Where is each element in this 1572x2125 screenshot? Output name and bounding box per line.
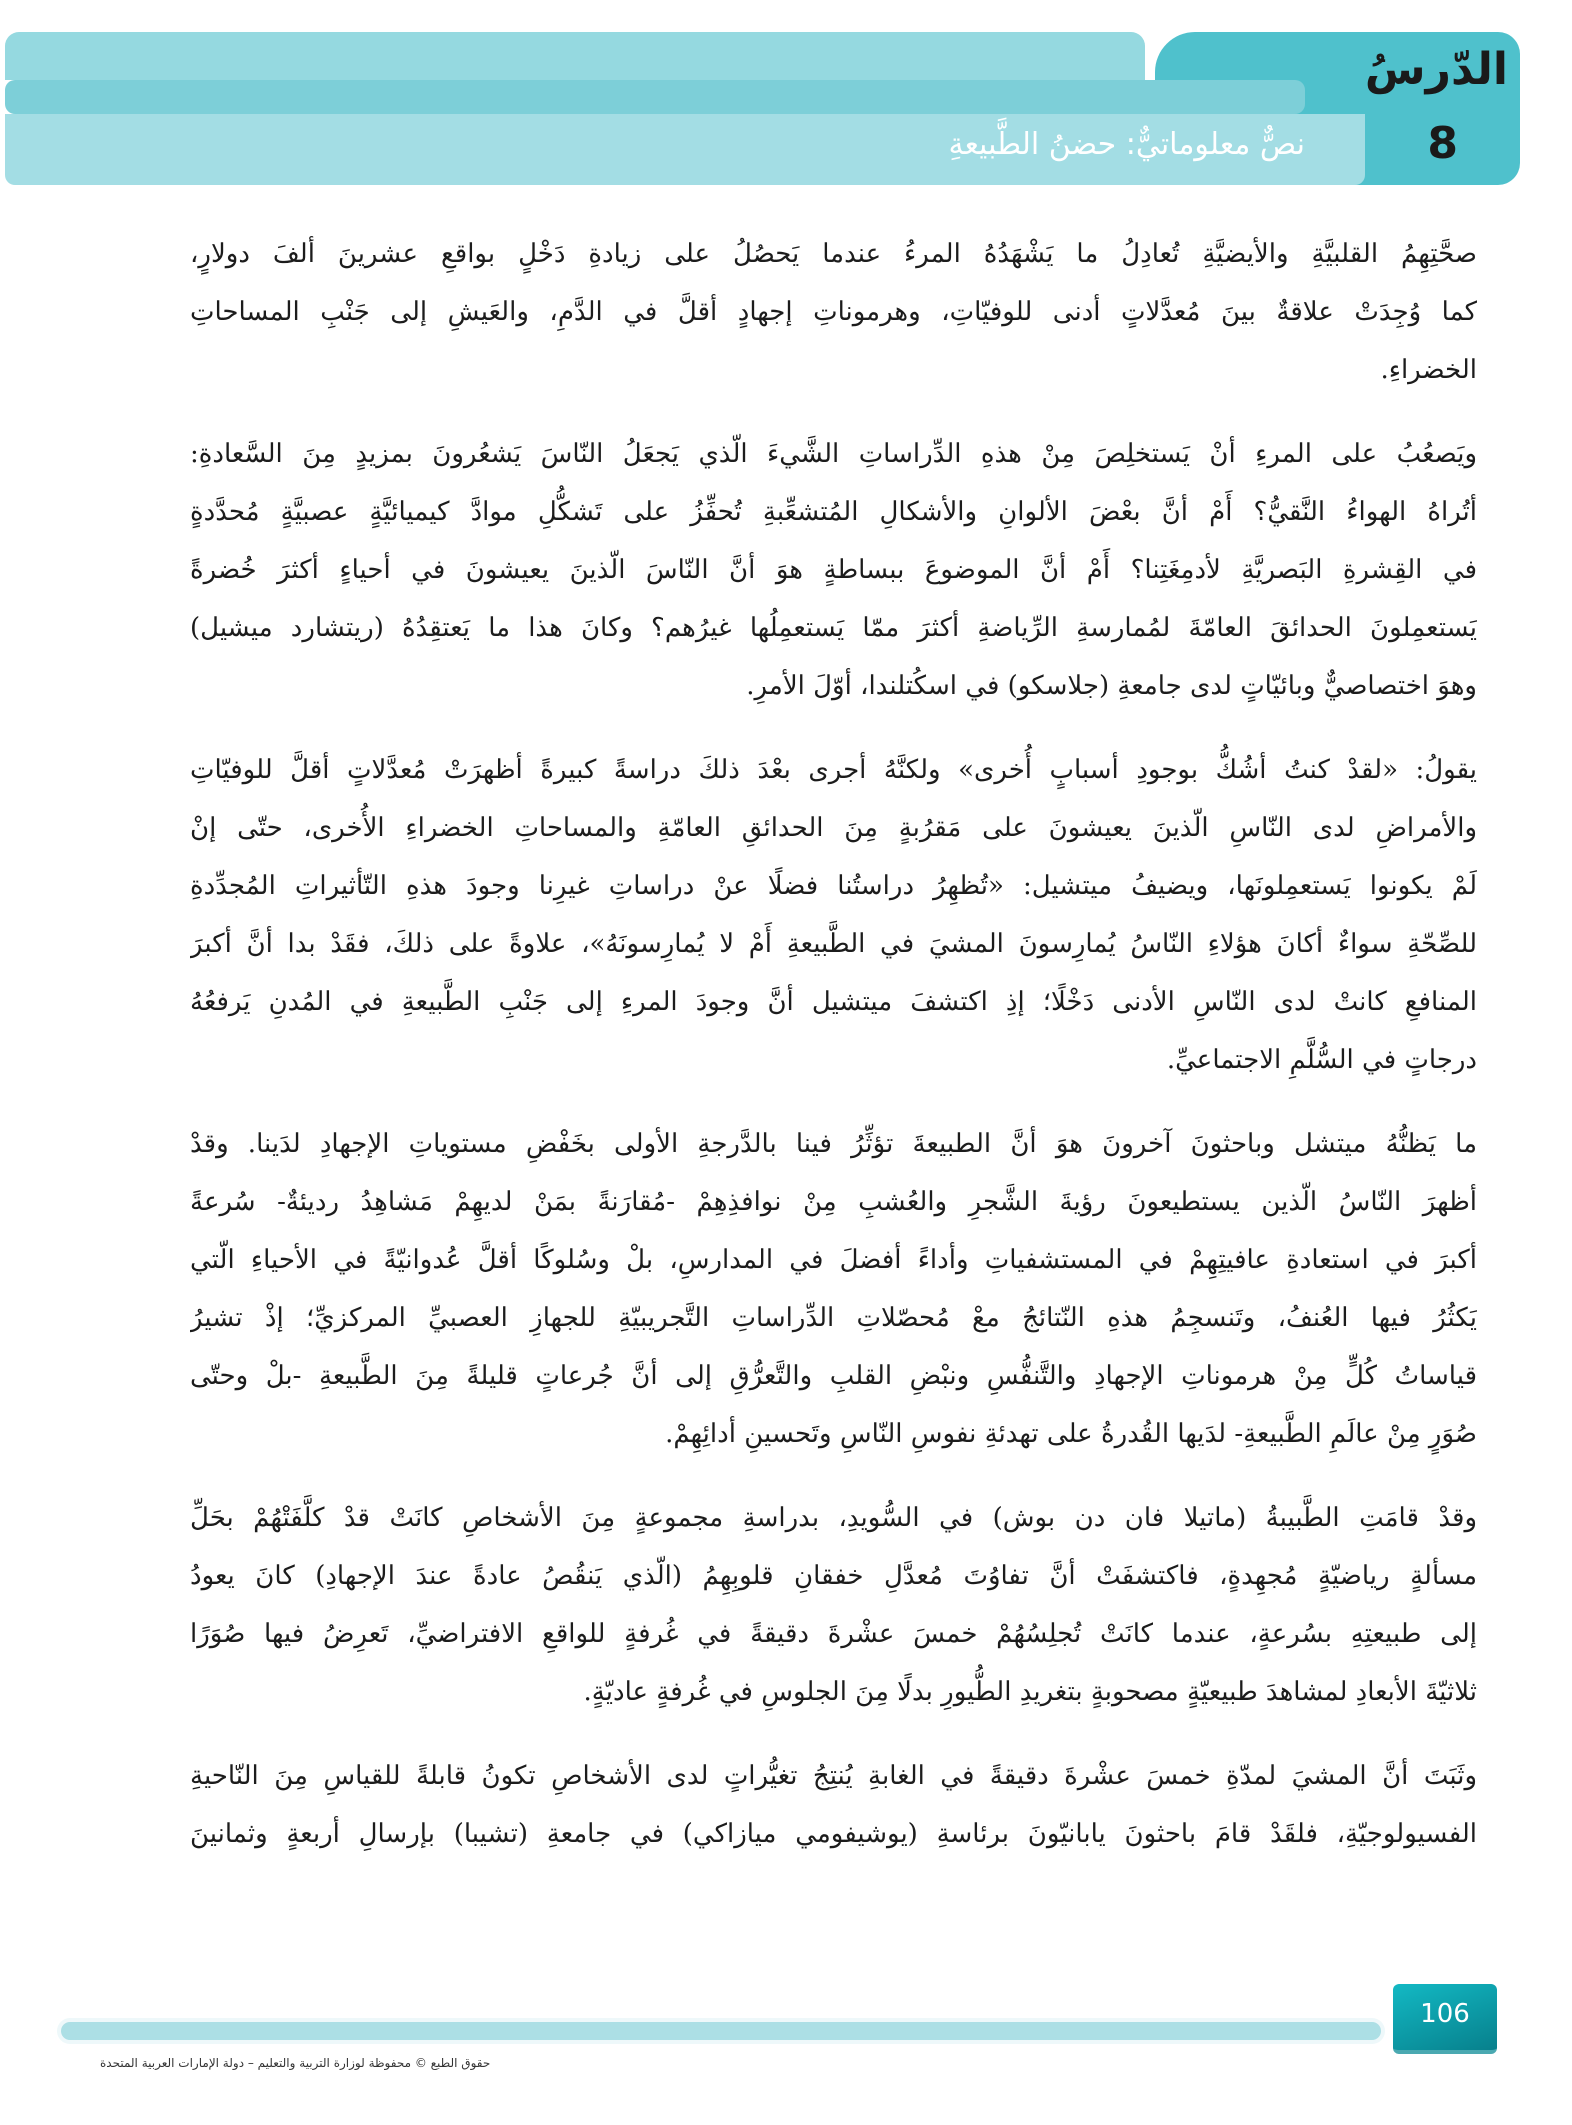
paragraph xyxy=(190,1747,1477,1863)
header-band-middle xyxy=(5,80,1305,114)
text-line: الخضراءِ. xyxy=(1380,355,1477,385)
footer-bar xyxy=(61,2022,1381,2040)
text-line: يَكثُرُ فيها العُنفُ، وتَنسجِمُ هذهِ النّتائجُ معْ مُحصّلاتِ الدِّراساتِ التَّجريبيّةِ للجهازِ العصبيِّ المركزيِّ؛ إذْ تشيرُ xyxy=(190,1303,1477,1333)
text-line: يَستعمِلونَ الحدائقَ العامّةَ لمُمارسةِ الرِّياضةِ أكثرَ ممّا يَستعمِلُها غيرُهم؟ وكانَ هذا ما يَعتقِدُهُ (ريتشارد ميشيل) xyxy=(190,613,1477,643)
text-line: والأمراضِ لدى النّاسِ الّذينَ يعيشونَ على مَقرُبةٍ مِنَ الحدائقِ العامّةِ والمساحاتِ الخضراءِ الأُخرى، حتّى إنْ xyxy=(190,813,1477,843)
paragraph xyxy=(190,225,1477,399)
lesson-subtitle: نصٌّ معلوماتيٌّ: حضنُ الطَّبيعةِ xyxy=(948,127,1305,162)
text-line: وقدْ قامَتِ الطَّبيبةُ (ماتيلا فان دن بوش) في السُّويدِ، بدراسةِ مجموعةٍ مِنَ الأشخاصِ كانَتْ قدْ كلَّفَتْهُمْ بحَلِّ xyxy=(190,1503,1477,1533)
text-line: وثَبَتَ أنَّ المشيَ لمدّةِ خمسَ عشْرةَ دقيقةً في الغابةِ يُنتِجُ تغيُّراتٍ لدى الأشخاصِ تكونُ قابلةً للقياسِ مِنَ النّاحيةِ xyxy=(190,1761,1477,1791)
text-line: المنافعِ كانتْ لدى النّاسِ الأدنى دَخْلًا؛ إذِ اكتشفَ ميتشيل أنَّ وجودَ المرءِ إلى جَنْبِ الطَّبيعةِ في المُدنِ يَرفعُهُ xyxy=(190,987,1477,1017)
text-line: للصِّحّةِ سواءٌ أكانَ هؤلاءِ النّاسُ يُمارِسونَ المشيَ في الطَّبيعةِ أَمْ لا يُمارِسونَهُ»، علاوةً على ذلكَ، فقَدْ بدا أنَّ أكبرَ xyxy=(190,929,1477,959)
text-line: وهوَ اختصاصيٌّ وبائيّاتٍ لدى جامعةِ (جلاسكو) في اسكُتلندا، أوّلَ الأمرِ. xyxy=(746,671,1477,701)
text-line: أتُراهُ الهواءُ النَّقيُّ؟ أَمْ أنَّ بعْضَ الألوانِ والأشكالِ المُتشعِّبةِ تُحفِّزُ على تَشكُّلِ موادَّ كيميائيَّةٍ عصبيَّةٍ مُحدَّدةٍ xyxy=(190,497,1477,527)
header-band-top xyxy=(5,32,1145,80)
text-line: في القِشرةِ البَصريَّةِ لأدمِغَتِنا؟ أَمْ أنَّ الموضوعَ ببساطةٍ هوَ أنَّ النّاسَ الّذينَ يعيشونَ في أحياءٍ أكثرَ خُضرةً xyxy=(190,555,1477,585)
text-line: صحَّتِهِمُ القلبيَّةِ والأيضيَّةِ تُعادِلُ ما يَشْهَدُهُ المرءُ عندما يَحصُلُ على زيادةِ دَخْلٍ بواقعِ عشرينَ ألفَ دولارٍ، xyxy=(190,239,1477,269)
text-line: ثلاثيّةَ الأبعادِ لمشاهدَ طبيعيّةٍ مصحوبةٍ بتغريدِ الطُّيورِ بدلًا مِنَ الجلوسِ في غُرفةٍ عاديّةٍ. xyxy=(583,1677,1477,1707)
lesson-number: 8 xyxy=(1427,118,1458,169)
article-body xyxy=(190,225,1477,1889)
lesson-header xyxy=(5,32,1520,185)
text-line: قياساتُ كُلٍّ مِنْ هرموناتِ الإجهادِ والتَّنفُّسِ ونبْضِ القلبِ والتَّعرُّقِ إلى أنَّ جُرعاتٍ قليلةً مِنَ الطَّبيعةِ -بلْ وحتّى xyxy=(190,1361,1477,1391)
text-line: لَمْ يكونوا يَستعمِلونَها، ويضيفُ ميتشيل: «تُظهِرُ دراستُنا فضلًا عنْ دراساتِ غيرِنا وجودَ هذهِ التّأثيراتِ المُجدِّدةِ xyxy=(190,871,1477,901)
lesson-label: الدّرسُ xyxy=(1364,44,1508,95)
text-line: أكبرَ في استعادةِ عافيتِهِمْ في المستشفياتِ وأداءً أفضلَ في المدارسِ، بلْ وسُلوكًا أقلَّ عُدوانيّةً في الأحياءِ الّتي xyxy=(190,1245,1477,1275)
paragraph xyxy=(190,1489,1477,1721)
paragraph xyxy=(190,741,1477,1089)
text-line: صُوَرٍ مِنْ عالَمِ الطَّبيعةِ- لدَيها القُدرةُ على تهدئةِ نفوسِ النّاسِ وتَحسينِ أدائِهِمْ. xyxy=(665,1419,1477,1449)
page-number: 106 xyxy=(1393,1984,1497,2054)
text-line: درجاتٍ في السُّلَّمِ الاجتماعيِّ. xyxy=(1166,1045,1477,1075)
text-line: أظهرَ النّاسُ الّذين يستطيعونَ رؤيةَ الشَّجرِ والعُشبِ مِنْ نوافذِهِمْ -مُقارَنةً بمَنْ لديهِمْ مَشاهِدُ رديئةٌ- سُرعةً xyxy=(190,1187,1477,1217)
text-line: الفسيولوجيّةِ، فلقَدْ قامَ باحثونَ يابانيّونَ برئاسةِ (يوشيفومي ميازاكي) في جامعةِ (تشيبا) بإرسالِ أربعةٍ وثمانينَ xyxy=(190,1819,1477,1849)
text-line: إلى طبيعتِهِ بسُرعةٍ، عندما كانَتْ تُجلِسُهُمْ خمسَ عشْرةَ دقيقةً في غُرفةٍ للواقعِ الافتراضيِّ، تَعرِضُ فيها صُوَرًا xyxy=(190,1619,1477,1649)
text-line: ما يَظنُّهُ ميتشل وباحثونَ آخرونَ هوَ أنَّ الطبيعةَ تؤثِّرُ فينا بالدَّرجةِ الأولى بخَفْضِ مستوياتِ الإجهادِ لدَينا. وقدْ xyxy=(190,1129,1477,1159)
paragraph xyxy=(190,425,1477,715)
text-line: ويَصعُبُ على المرءِ أنْ يَستخلِصَ مِنْ هذهِ الدِّراساتِ الشَّيءَ الّذي يَجعَلُ النّاسَ يَشعُرونَ بمزيدٍ مِنَ السَّعادةِ: xyxy=(190,439,1477,469)
text-line: كما وُجِدَتْ علاقةٌ بينَ مُعدَّلاتٍ أدنى للوفيّاتِ، وهرموناتِ إجهادٍ أقلَّ في الدَّمِ، والعَيشِ إلى جَنْبِ المساحاتِ xyxy=(190,297,1477,327)
paragraph xyxy=(190,1115,1477,1463)
text-line: يقولُ: «لقدْ كنتُ أشُكُّ بوجودِ أسبابٍ أُخرى» ولكنَّهُ أجرى بعْدَ ذلكَ دراسةً كبيرةً أظهرَتْ مُعدَّلاتٍ أقلَّ للوفيّاتِ xyxy=(190,755,1477,785)
copyright-text: حقوق الطبع © محفوظة لوزارة التربية والتعليم – دولة الإمارات العربية المتحدة xyxy=(100,2056,491,2070)
text-line: مسألةٍ رياضيّةٍ مُجهِدةٍ، فاكتشفَتْ أنَّ تفاوُتَ مُعدَّلِ خفقانِ قلوبِهِمُ (الّذي يَنقُصُ عادةً عندَ الإجهادِ) كانَ يعودُ xyxy=(190,1561,1477,1591)
